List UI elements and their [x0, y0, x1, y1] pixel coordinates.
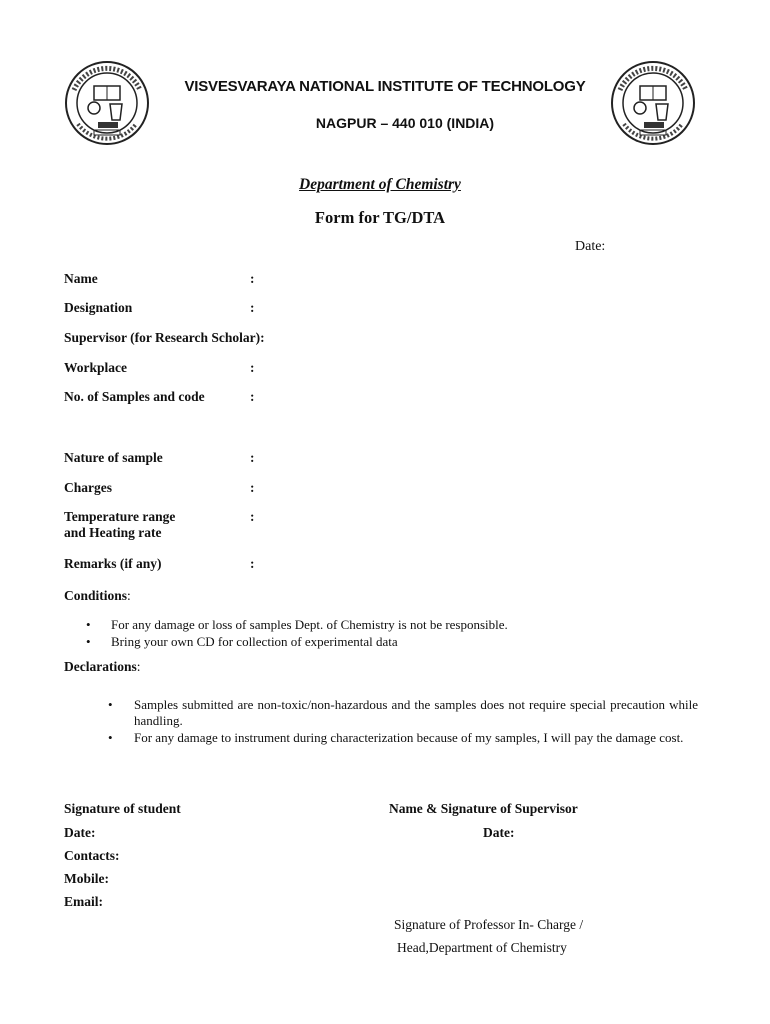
colon: : — [250, 509, 255, 524]
name-label: Name — [64, 271, 98, 286]
supervisor-date-label: Date: — [483, 825, 515, 840]
colon: : — [250, 300, 255, 315]
date-label: Date: — [575, 239, 606, 254]
colon: : — [250, 480, 255, 495]
workplace-label: Workplace — [64, 360, 127, 375]
temperature-label-line1: Temperature range — [64, 509, 176, 524]
conditions-heading: Conditions: — [64, 588, 131, 603]
designation-label: Designation — [64, 300, 133, 315]
student-signature-label: Signature of student — [64, 801, 181, 816]
email-label: Email: — [64, 894, 103, 909]
colon: : — [250, 360, 255, 375]
institute-seal-icon — [64, 60, 150, 146]
institute-name: VISVESVARAYA NATIONAL INSTITUTE OF TECHNOLOGY — [184, 78, 586, 95]
colon: : — [250, 271, 255, 286]
conditions-list — [86, 616, 706, 650]
list-item: • For any damage or loss of samples Dept. of Chemistry is not be responsible. — [86, 616, 706, 633]
nature-label: Nature of sample — [64, 450, 163, 465]
colon: : — [250, 556, 255, 571]
list-item: • Bring your own CD for collection of experimental data — [86, 633, 706, 650]
list-item: • For any damage to instrument during characterization because of my samples, I will pay the damage cost. — [108, 730, 698, 746]
contacts-label: Contacts: — [64, 848, 120, 863]
remarks-label: Remarks (if any) — [64, 556, 162, 571]
charges-label: Charges — [64, 480, 112, 495]
colon: : — [250, 450, 255, 465]
samples-label: No. of Samples and code — [64, 389, 205, 404]
supervisor-signature-label: Name & Signature of Supervisor — [389, 801, 578, 816]
temperature-label — [64, 509, 175, 541]
institute-seal-icon — [610, 60, 696, 146]
declarations-heading: Declarations: — [64, 659, 141, 674]
mobile-label: Mobile: — [64, 871, 109, 886]
head-department-label: Head,Department of Chemistry — [397, 940, 567, 955]
colon: : — [250, 389, 255, 404]
professor-signature-label: Signature of Professor In- Charge / — [394, 917, 584, 932]
form-title: Form for TG/DTA — [314, 208, 446, 227]
student-date-label: Date: — [64, 825, 96, 840]
supervisor-label: Supervisor (for Research Scholar): — [64, 330, 265, 345]
department-title: Department of Chemistry — [299, 176, 461, 193]
list-item: • Samples submitted are non-toxic/non-hazardous and the samples does not require special precaution while handling. — [108, 697, 698, 729]
institute-address: NAGPUR – 440 010 (INDIA) — [315, 115, 495, 131]
declarations-list — [108, 697, 698, 747]
temperature-label-line2: and Heating rate — [64, 525, 162, 540]
